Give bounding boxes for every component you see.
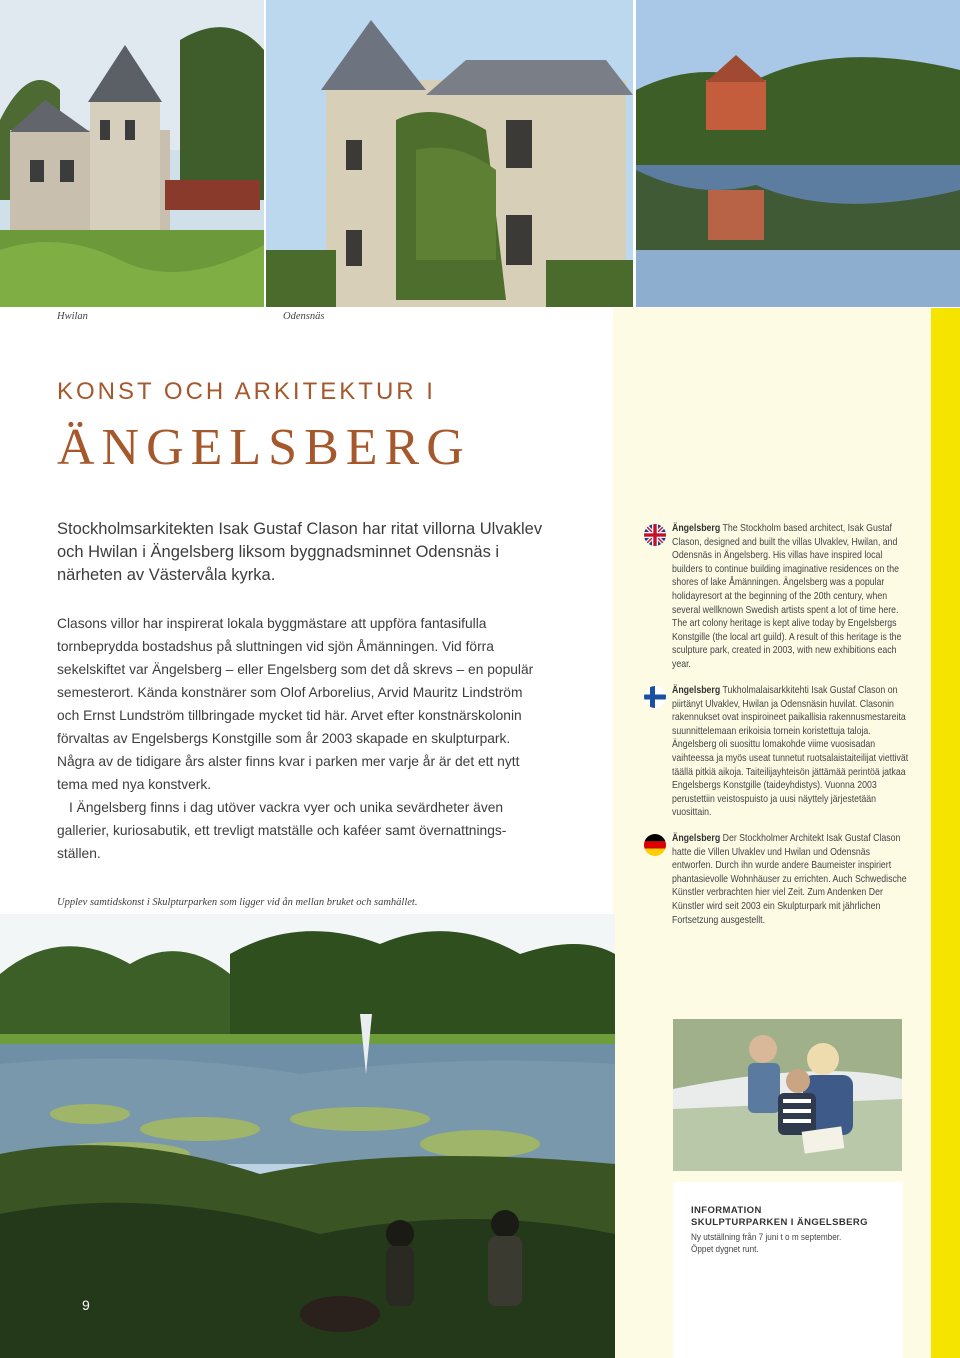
- english-body: The Stockholm based architect, Isak Gustaf Clason, designed and built the villas Ulvaklev, Hwilan, and Odensnäs in Ängelsberg. His villas have inspired local builders to continue building imaginative residences on the shores of lake Åmänningen. Ängelsberg was a popular holidayresort at the beginning of the 20th century, when several wellknown Swedish artists spent a lot of time here. The art colony heritage is kept alive today by Engelsbergs Konstgille (the local art guild). A result of this heritage is the sculpture park, created in 2003, with new exhibitions each year.: [672, 523, 902, 670]
- photo-odensnas: [266, 0, 633, 307]
- finnish-text: [672, 684, 913, 820]
- info-heading: INFORMATION: [691, 1205, 762, 1216]
- yellow-edge-bar: [931, 308, 960, 1358]
- lead-text: Stockholmsarkitekten Isak Gustaf Clason har ritat villorna Ulvaklev och Hwilan i Ängelsberg liksom byggnadsminnet Odensnäs i närheten av Västervåla kyrka.: [57, 520, 543, 584]
- caption-odensnas: Odensnäs: [283, 311, 325, 322]
- park-photo-caption: Upplev samtidskonst i Skulpturparken som ligger vid ån mellan bruket och samhället.: [57, 897, 418, 908]
- info-box: [673, 1182, 903, 1358]
- lead-paragraph: [57, 518, 547, 587]
- photo-sculpture-park: [0, 914, 615, 1358]
- page-number: 9: [82, 1297, 90, 1313]
- info-subheading: SKULPTURPARKEN I ÄNGELSBERG: [691, 1217, 868, 1228]
- body-paragraph-1: Clasons villor har inspirerat lokala byggmästare att uppföra fantasifulla tornbeprydda bostadshus på sluttningen vid sjön Åmänningen. Vid förra sekelskiftet var Ängelsberg – eller Engelsberg som det då skrevs – en populär semesterort. Kända konstnärer som Olof Arborelius, Arvid Mauritz Lindström och Ernst Lundström tillbringade mycket tid här. Arvet efter konstnärskolonin förvaltas av Engelsbergs Konstgille som år 2003 skapade en skulpturpark. Några av de tidigare års alster finns kvar i parken mer varje år är det ett nytt tema med nya konstverk.: [57, 616, 534, 792]
- info-line-1: Ny utställning från 7 juni t o m september.: [691, 1232, 842, 1243]
- photo-hwilan: [0, 0, 264, 307]
- english-section: [644, 522, 912, 672]
- german-lead: Ängelsberg: [672, 833, 721, 844]
- uk-flag-icon: [644, 524, 666, 546]
- finnish-lead: Ängelsberg: [672, 685, 721, 696]
- finnish-section: [644, 684, 912, 820]
- title-line-1: KONST OCH ARKITEKTUR I: [57, 378, 436, 405]
- germany-flag-icon: [644, 834, 666, 856]
- info-line-2: Öppet dygnet runt.: [691, 1244, 759, 1255]
- german-section: [644, 832, 912, 927]
- title-line-2: ÄNGELSBERG: [57, 419, 471, 476]
- photo-family-reading: [673, 1019, 902, 1171]
- english-text: [672, 522, 913, 672]
- caption-hwilan: Hwilan: [57, 311, 88, 322]
- finnish-body: Tukholmalaisarkkitehti Isak Gustaf Clason on piirtänyt Ulvaklev, Hwilan ja Odensnäsin huvilat. Clasonin rakennukset ovat inspiroineet paikallisia rakennusmestareita suunnittelemaan erikoisia tornein koristettuja taloja. Ängelsberg oli suosittu lomakohde viime vuosisadan vaihteessa ja myös useat tunnetut ruotsalaistaiteilijat viettivät täällä pitkiä aikoja. Taiteilijayhteisön jättämää perintöä jatkaa Engelsbergs Konstgille (taideyhdistys). Vuonna 2003 perustettiin veistospuisto ja uusi näyttely järjestetään vuosittain.: [672, 685, 909, 819]
- body-paragraph-2: I Ängelsberg finns i dag utöver vackra vyer och unika sevärdheter även gallerier, kuriosabutik, ett trevligt matställe och kaféer samt övernattningsställen.: [57, 800, 507, 861]
- finland-flag-icon: [644, 686, 666, 708]
- photo-ulvaklev: [636, 0, 960, 307]
- english-lead: Ängelsberg: [672, 523, 721, 534]
- german-body: Der Stockholmer Architekt Isak Gustaf Clason hatte die Villen Ulvaklev und Hwilan und Odensnäs entworfen. Durch ihn wurde andere Baumeister inspiriert phantasievolle Wohnhäuser zu errichten. Auch Schwedische Künstler verbrachten hier viel Zeit. Zum Andenken Der Künstler wird seit 2003 ein Skulpturpark mit jährlichen Fortsetzung ausgestellt.: [672, 833, 907, 926]
- german-text: [672, 832, 913, 927]
- body-text: [57, 612, 543, 865]
